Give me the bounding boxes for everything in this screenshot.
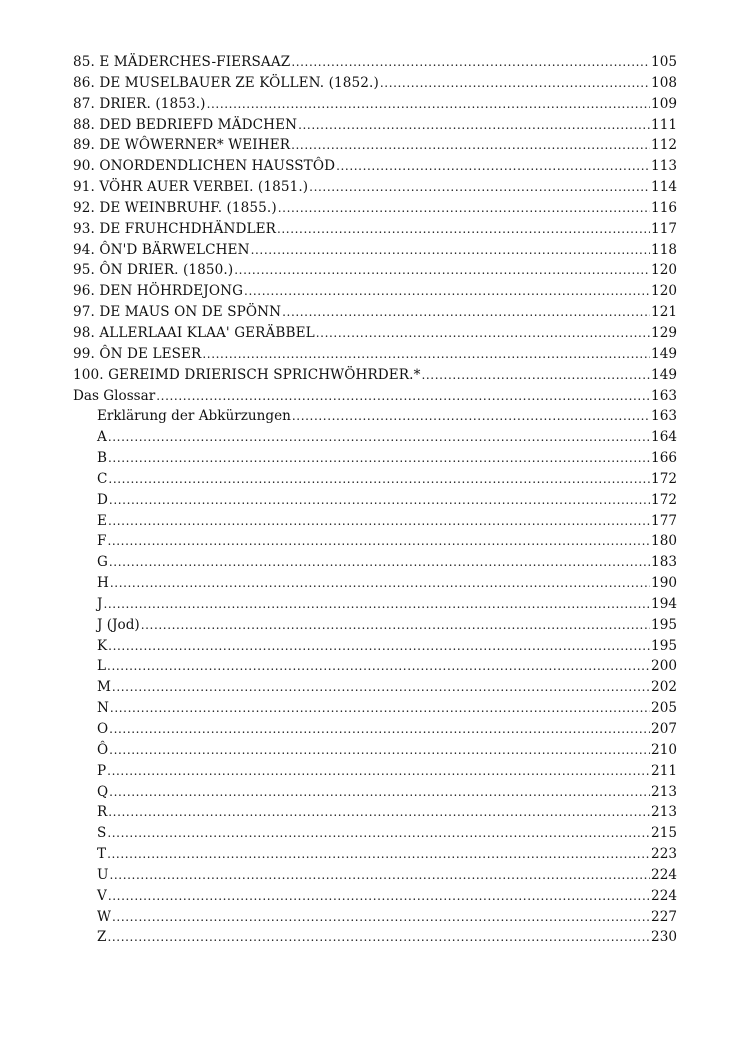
- toc-entry-title: B: [97, 450, 107, 467]
- toc-entry-title: F: [97, 533, 107, 550]
- toc-entry-page-number: 163: [651, 408, 677, 425]
- toc-entry[interactable]: [73, 73, 677, 94]
- dot-leader: [109, 865, 650, 886]
- toc-entry[interactable]: [73, 490, 677, 511]
- toc-entry[interactable]: [73, 927, 677, 948]
- dot-leader: [291, 135, 650, 156]
- dot-leader: [380, 73, 650, 94]
- toc-entry[interactable]: [73, 511, 677, 532]
- dot-leader: [207, 94, 650, 115]
- toc-entry-title: A: [97, 429, 107, 446]
- toc-entry[interactable]: [73, 240, 677, 261]
- dot-leader: [108, 886, 650, 907]
- toc-entry-page-number: 149: [651, 345, 677, 362]
- toc-entry-title: H: [97, 575, 109, 592]
- toc-entry-title: 95. ÔN DRIER. (1850.): [73, 262, 234, 279]
- dot-leader: [234, 260, 650, 281]
- toc-entry-page-number: 120: [651, 283, 677, 300]
- toc-entry[interactable]: [73, 469, 677, 490]
- table-of-contents: [73, 52, 677, 948]
- dot-leader: [109, 552, 650, 573]
- toc-entry-title: G: [97, 554, 108, 571]
- toc-entry[interactable]: [73, 448, 677, 469]
- dot-leader: [107, 531, 650, 552]
- dot-leader: [421, 365, 650, 386]
- toc-entry-title: K: [97, 637, 108, 654]
- dot-leader: [110, 573, 650, 594]
- toc-entry-page-number: 172: [651, 470, 677, 487]
- toc-entry-page-number: 227: [651, 908, 677, 925]
- toc-entry-page-number: 129: [651, 324, 677, 341]
- toc-entry-title: L: [97, 658, 107, 675]
- toc-entry-title: 91. VÖHR AUER VERBEI. (1851.): [73, 179, 309, 196]
- dot-leader: [298, 115, 650, 136]
- toc-entry[interactable]: [73, 406, 677, 427]
- toc-entry-page-number: 194: [651, 595, 677, 612]
- toc-entry[interactable]: [73, 344, 677, 365]
- dot-leader: [110, 698, 650, 719]
- dot-leader: [202, 344, 650, 365]
- dot-leader: [103, 594, 650, 615]
- toc-entry[interactable]: [73, 156, 677, 177]
- toc-entry-page-number: 163: [651, 387, 677, 404]
- toc-entry-title: 97. DE MAUS ON DE SPÖNN: [73, 304, 282, 321]
- dot-leader: [107, 656, 650, 677]
- toc-entry-page-number: 207: [651, 721, 677, 737]
- toc-entry-page-number: 149: [651, 366, 677, 383]
- dot-leader: [112, 677, 650, 698]
- dot-leader: [309, 177, 650, 198]
- toc-entry-page-number: 230: [651, 929, 677, 946]
- toc-entry[interactable]: [73, 865, 677, 886]
- dot-leader: [107, 761, 650, 782]
- dot-leader: [282, 302, 650, 323]
- toc-entry-page-number: 210: [651, 741, 677, 758]
- dot-leader: [244, 281, 650, 302]
- toc-entry-page-number: 205: [651, 700, 677, 717]
- toc-entry-title: E: [97, 512, 107, 529]
- toc-entry-title: 86. DE MUSELBAUER ZE KÖLLEN. (1852.): [73, 74, 379, 91]
- toc-entry[interactable]: [73, 115, 677, 136]
- toc-entry[interactable]: [73, 719, 677, 740]
- dot-leader: [107, 927, 650, 948]
- dot-leader: [141, 615, 650, 636]
- toc-entry-title: U: [97, 866, 109, 883]
- toc-entry-page-number: 108: [651, 74, 677, 91]
- toc-entry[interactable]: [73, 677, 677, 698]
- dot-leader: [291, 52, 650, 73]
- toc-entry[interactable]: [73, 386, 677, 407]
- toc-entry-title: 88. DED BEDRIEFD MÄDCHEN: [73, 116, 298, 133]
- dot-leader: [108, 448, 650, 469]
- toc-entry-title: M: [97, 679, 111, 696]
- toc-entry-title: N: [97, 700, 109, 717]
- toc-entry-title: T: [97, 846, 107, 863]
- toc-entry-title: W: [97, 908, 111, 925]
- toc-entry[interactable]: [73, 177, 677, 198]
- toc-entry-title: 93. DE FRUHCHDHÄNDLER: [73, 220, 276, 237]
- toc-entry-page-number: 200: [651, 658, 677, 675]
- toc-entry[interactable]: [73, 198, 677, 219]
- toc-entry-title: 92. DE WEINBRUHF. (1855.): [73, 199, 277, 216]
- toc-entry[interactable]: [73, 323, 677, 344]
- toc-entry-page-number: 224: [651, 887, 677, 904]
- toc-entry-page-number: 213: [651, 783, 677, 800]
- toc-entry[interactable]: [73, 135, 677, 156]
- toc-entry-page-number: 118: [651, 241, 677, 258]
- toc-entry-page-number: 105: [651, 54, 677, 70]
- toc-entry[interactable]: [73, 886, 677, 907]
- toc-entry-title: O: [97, 721, 109, 737]
- toc-entry[interactable]: [73, 656, 677, 677]
- toc-entry-title: 85. E MÄDERCHES-FIERSAAZ: [73, 54, 291, 70]
- toc-entry[interactable]: [73, 260, 677, 281]
- dot-leader: [108, 636, 650, 657]
- toc-entry-title: Ô: [97, 741, 109, 758]
- toc-entry-title: 99. ÔN DE LESER: [73, 345, 202, 362]
- toc-entry[interactable]: [73, 782, 677, 803]
- toc-entry-page-number: 120: [651, 262, 677, 279]
- toc-entry[interactable]: [73, 94, 677, 115]
- dot-leader: [277, 219, 650, 240]
- toc-entry-page-number: 113: [651, 158, 677, 175]
- toc-entry-title: 96. DEN HÖHRDEJONG: [73, 283, 244, 300]
- toc-entry-page-number: 195: [651, 637, 677, 654]
- toc-entry-page-number: 190: [651, 575, 677, 592]
- toc-entry[interactable]: [73, 531, 677, 552]
- toc-entry-title: V: [97, 887, 107, 904]
- dot-leader: [316, 323, 650, 344]
- toc-entry-page-number: 109: [651, 95, 677, 112]
- dot-leader: [108, 802, 650, 823]
- toc-entry-title: J (Jod): [97, 616, 140, 633]
- toc-entry-page-number: 112: [651, 137, 677, 154]
- toc-entry-title: 90. ONORDENDLICHEN HAUSSTÔD: [73, 158, 336, 175]
- toc-entry-title: Das Glossar: [73, 387, 156, 404]
- dot-leader: [108, 469, 650, 490]
- dot-leader: [292, 406, 650, 427]
- toc-entry-page-number: 223: [651, 846, 677, 863]
- toc-entry[interactable]: [73, 636, 677, 657]
- toc-entry[interactable]: [73, 52, 677, 73]
- dot-leader: [107, 844, 650, 865]
- toc-entry-title: P: [97, 762, 107, 779]
- toc-entry-title: 100. GEREIMD DRIERISCH SPRICHWÖHRDER.*: [73, 366, 421, 383]
- dot-leader: [108, 511, 650, 532]
- toc-entry-title: 89. DE WÔWERNER* WEIHER: [73, 137, 291, 154]
- toc-entry-title: S: [97, 825, 107, 842]
- dot-leader: [107, 823, 650, 844]
- toc-entry-page-number: 213: [651, 804, 677, 821]
- toc-entry[interactable]: [73, 427, 677, 448]
- dot-leader: [109, 782, 650, 803]
- toc-entry-page-number: 211: [651, 762, 677, 779]
- toc-entry[interactable]: [73, 302, 677, 323]
- toc-entry[interactable]: [73, 573, 677, 594]
- dot-leader: [278, 198, 650, 219]
- toc-entry[interactable]: [73, 552, 677, 573]
- toc-entry[interactable]: [73, 907, 677, 928]
- dot-leader: [108, 427, 650, 448]
- toc-entry-page-number: 195: [651, 616, 677, 633]
- dot-leader: [109, 719, 650, 740]
- toc-entry-page-number: 180: [651, 533, 677, 550]
- toc-entry-title: D: [97, 491, 108, 508]
- dot-leader: [251, 240, 650, 261]
- toc-entry-page-number: 177: [651, 512, 677, 529]
- toc-entry[interactable]: [73, 740, 677, 761]
- toc-entry[interactable]: [73, 219, 677, 240]
- toc-entry-title: C: [97, 470, 108, 487]
- toc-entry-title: J: [97, 595, 103, 612]
- toc-entry[interactable]: [73, 365, 677, 386]
- toc-entry[interactable]: [73, 698, 677, 719]
- toc-entry-title: 87. DRIER. (1853.): [73, 95, 206, 112]
- toc-entry-page-number: 202: [651, 679, 677, 696]
- toc-entry-page-number: 224: [651, 866, 677, 883]
- toc-entry[interactable]: [73, 594, 677, 615]
- toc-entry[interactable]: [73, 802, 677, 823]
- toc-entry-page-number: 114: [651, 179, 677, 196]
- toc-entry-page-number: 121: [651, 304, 677, 321]
- toc-entry-page-number: 183: [651, 554, 677, 571]
- toc-entry-page-number: 111: [651, 116, 677, 133]
- toc-entry-page-number: 164: [651, 429, 677, 446]
- toc-entry-title: 98. ALLERLAAI KLAA' GERÄBBEL: [73, 324, 315, 341]
- toc-entry-title: Q: [97, 783, 109, 800]
- toc-entry-title: R: [97, 804, 108, 821]
- toc-entry-title: Z: [97, 929, 107, 946]
- toc-entry[interactable]: [73, 844, 677, 865]
- toc-entry[interactable]: [73, 823, 677, 844]
- dot-leader: [336, 156, 650, 177]
- dot-leader: [109, 490, 650, 511]
- toc-entry-page-number: 215: [651, 825, 677, 842]
- dot-leader: [112, 907, 650, 928]
- toc-entry[interactable]: [73, 761, 677, 782]
- toc-entry-page-number: 116: [651, 199, 677, 216]
- toc-entry-page-number: 117: [651, 220, 677, 237]
- toc-entry-page-number: 172: [651, 491, 677, 508]
- toc-entry-title: 94. ÔN'D BÄRWELCHEN: [73, 241, 250, 258]
- toc-entry-page-number: 166: [651, 450, 677, 467]
- dot-leader: [109, 740, 650, 761]
- dot-leader: [156, 386, 650, 407]
- toc-entry[interactable]: [73, 281, 677, 302]
- toc-entry[interactable]: [73, 615, 677, 636]
- toc-entry-title: Erklärung der Abkürzungen: [97, 408, 291, 425]
